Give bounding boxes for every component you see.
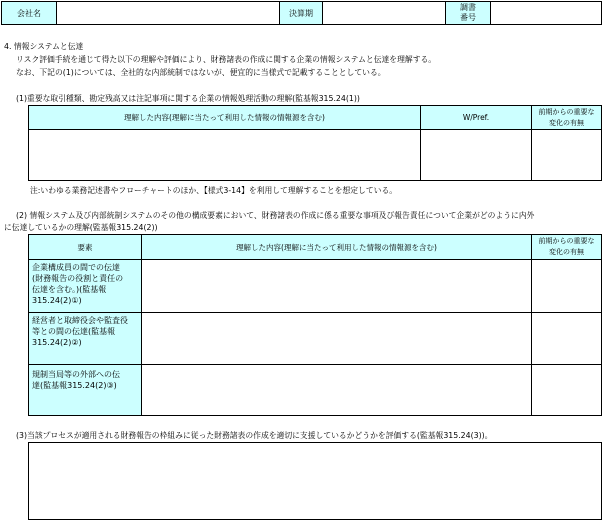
part3-heading: (3)当該プロセスが適用される財務報告の枠組みに従った財務諸表の作成を適切に支援しているかどうかを評価する(監基報315.24(3))。 — [16, 431, 493, 440]
part2-row-external-communication: 規制当局等の外部への伝 達(監基報315.24(2)③) — [28, 364, 142, 416]
fiscal-period-label: 決算期 — [289, 8, 313, 18]
company-label-cell — [1, 1, 57, 25]
part1-col-understanding: 理解した内容(理解に当たって利用した情報の情報源を含む) — [28, 105, 421, 130]
part1-understanding-field[interactable] — [28, 129, 421, 181]
part2-row-internal-communication: 企業構成員の間での伝達 (財務報告の役割と責任の 伝達を含む。)(監基報 315.24(2)①) — [28, 259, 142, 313]
doc-number-label-line2: 番号 — [460, 13, 476, 22]
doc-number-label-cell — [445, 1, 491, 25]
company-name-field[interactable] — [56, 1, 280, 25]
part2-row-board-communication: 経営者と取締役会や監査役 等との間の伝達(監基報 315.24(2)②) — [28, 312, 142, 365]
part1-wpref-field[interactable] — [420, 129, 532, 181]
part2-row1-change-field[interactable] — [531, 259, 602, 313]
part3-evaluation-field[interactable] — [28, 442, 602, 520]
doc-number-label-line1: 調書 — [460, 3, 476, 12]
part2-col-element: 要素 — [28, 234, 142, 260]
part1-change-field[interactable] — [531, 129, 602, 181]
part1-heading: (1)重要な取引種類、勘定残高又は注記事項に関する企業の情報処理活動の理解(監基報315.24(1)) — [16, 94, 360, 103]
part2-row2-change-field[interactable] — [531, 312, 602, 365]
part1-col-change: 前期からの重要な 変化の有無 — [531, 105, 602, 130]
company-label: 会社名 — [17, 8, 41, 18]
section-title: 4. 情報システムと伝達 — [4, 42, 84, 51]
part2-row1-understanding-field[interactable] — [141, 259, 532, 313]
part1-note: 注:いわゆる業務記述書やフローチャートのほか、【様式3-14】を利用して理解することを想定している。 — [30, 186, 398, 195]
doc-number-field[interactable] — [490, 1, 602, 25]
part2-row3-understanding-field[interactable] — [141, 364, 532, 416]
part2-heading-line1: (2) 情報システム及び内部統制システムのその他の構成要素において、財務諸表の作成に係る重要な事項及び報告責任について企業がどのように内外 — [16, 211, 535, 220]
part2-row3-change-field[interactable] — [531, 364, 602, 416]
part2-row2-understanding-field[interactable] — [141, 312, 532, 365]
fiscal-period-field[interactable] — [322, 1, 446, 25]
part2-heading-line2: に伝達しているかの理解(監基報315.24(2)) — [4, 223, 158, 232]
fiscal-period-label-cell — [279, 1, 323, 25]
section-intro-line2: なお、下記の(1)については、全社的な内部統制ではないが、便宜的に当様式で記載することとしている。 — [16, 68, 386, 77]
part1-col-wpref: W/Pref. — [420, 105, 532, 130]
section-intro-line1: リスク評価手続を通じて得た以下の理解や評価により、財務諸表の作成に関する企業の情報システムと伝達を理解する。 — [16, 55, 437, 64]
part2-col-change: 前期からの重要な 変化の有無 — [531, 234, 602, 260]
part2-col-understanding: 理解した内容(理解に当たって利用した情報の情報源を含む) — [141, 234, 532, 260]
